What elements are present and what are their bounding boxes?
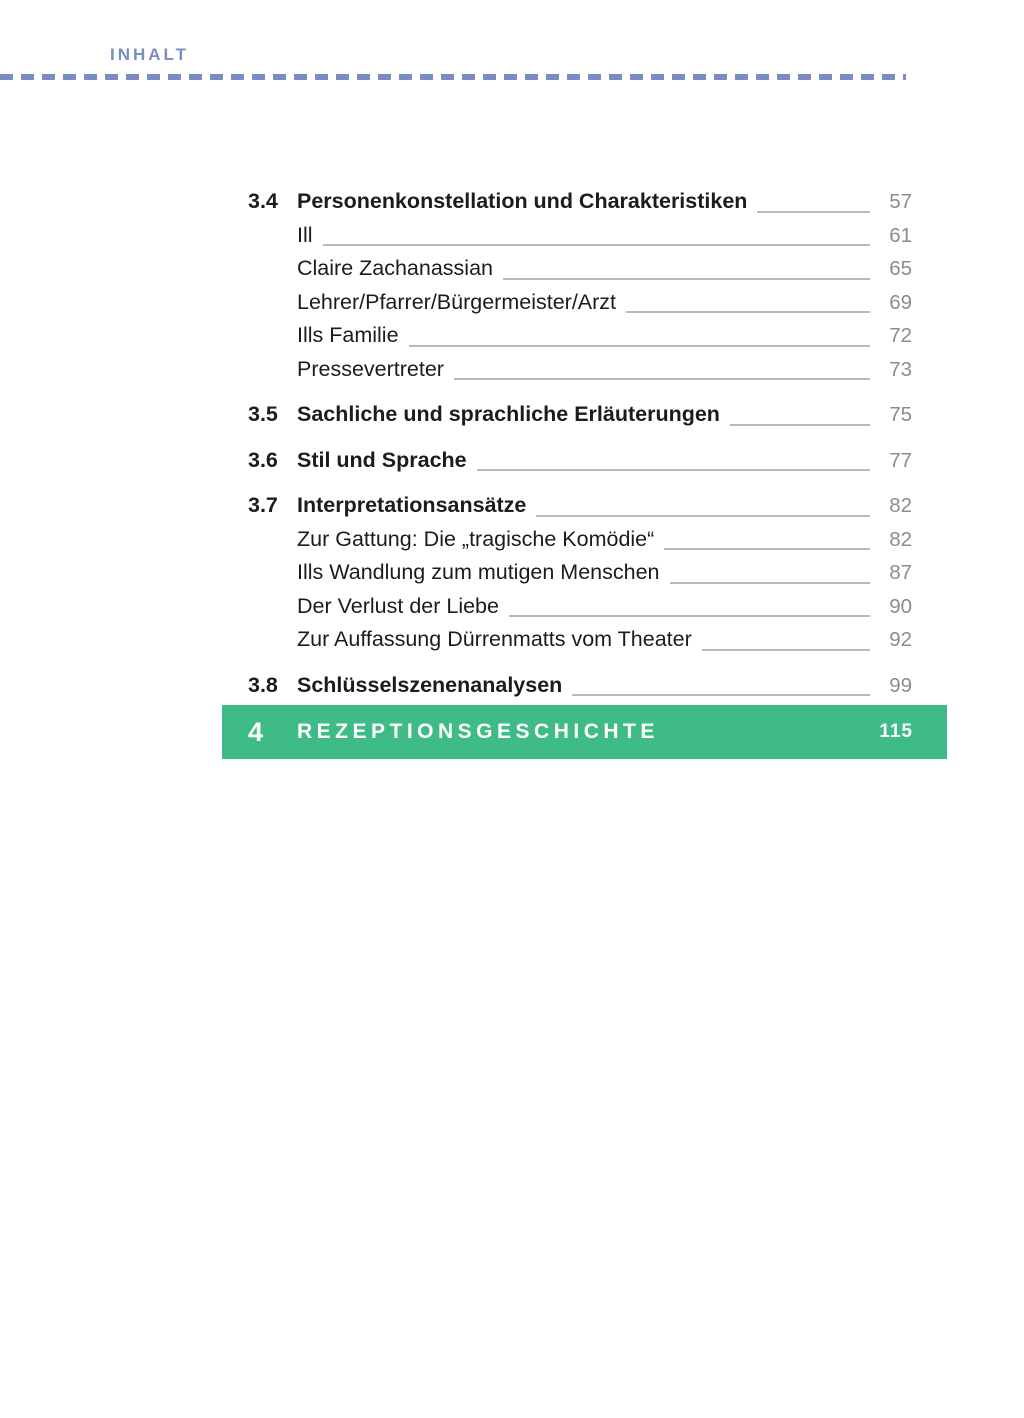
toc-entry[interactable] <box>248 185 912 219</box>
toc-leader-line <box>757 211 870 213</box>
toc-leader-line <box>509 615 870 617</box>
toc-entry[interactable] <box>248 319 912 353</box>
toc-entry-label: Zur Auffassung Dürrenmatts vom Theater <box>297 627 692 651</box>
toc-entry-label: Claire Zachanassian <box>297 256 493 280</box>
toc-entry-label: Lehrer/Pfarrer/Bürgermeister/Arzt <box>297 289 617 314</box>
toc-entry-number <box>248 219 297 253</box>
toc-entry[interactable] <box>248 556 912 590</box>
toc-leader-line <box>409 345 870 347</box>
chapter-page-number: 115 <box>879 721 913 742</box>
toc-entry-page: 73 <box>889 357 912 381</box>
toc-entry-page: 82 <box>889 494 912 517</box>
page-title: INHALT <box>110 45 190 64</box>
toc-entry-number: 3.7 <box>248 493 278 517</box>
toc-entry[interactable] <box>248 590 912 624</box>
toc-entry-page: 99 <box>889 673 912 697</box>
dashed-divider <box>0 74 906 80</box>
chapter-title: REZEPTIONSGESCHICHTE <box>297 720 659 743</box>
toc-entry[interactable] <box>248 353 912 387</box>
toc-entry[interactable] <box>248 523 912 557</box>
chapter-number: 4 <box>248 716 264 747</box>
toc-list <box>248 173 912 702</box>
toc-leader-line <box>454 378 870 380</box>
toc-leader-line <box>503 278 870 280</box>
toc-leader-line <box>664 548 870 550</box>
toc-entry-page: 69 <box>889 290 912 314</box>
toc-leader-line <box>670 582 871 584</box>
toc-entry-number <box>248 252 297 286</box>
toc-leader-line <box>702 649 870 651</box>
toc-entry-page: 77 <box>889 448 912 472</box>
toc-entry-number: 3.8 <box>248 672 278 697</box>
toc-leader-line <box>323 244 870 246</box>
toc-entry-number: 3.5 <box>248 402 278 426</box>
toc-entry-number <box>248 353 297 387</box>
toc-entry[interactable] <box>248 669 912 703</box>
toc-entry-number <box>248 590 297 624</box>
toc-leader-line <box>536 515 870 517</box>
toc-entry-label: Personenkonstellation und Charakteristiken <box>297 189 748 213</box>
toc-entry-label: Ill <box>297 222 313 247</box>
toc-entry-label: Interpretationsansätze <box>297 493 527 517</box>
toc-entry-page: 92 <box>889 628 912 651</box>
toc-entry-page: 72 <box>889 324 912 347</box>
toc-entry-number <box>248 623 297 657</box>
toc-leader-line <box>730 424 870 426</box>
toc-entry-label: Ills Familie <box>297 323 399 347</box>
toc-entry[interactable] <box>248 489 912 523</box>
toc-entry-label: Pressevertreter <box>297 356 444 381</box>
toc-entry-label: Ills Wandlung zum mutigen Menschen <box>297 560 660 584</box>
toc-entry[interactable] <box>248 219 912 253</box>
toc-entry-label: Sachliche und sprachliche Erläuterungen <box>297 402 720 426</box>
toc-entry-label: Schlüsselszenenanalysen <box>297 672 563 697</box>
toc-entry[interactable] <box>248 252 912 286</box>
toc-entry-number <box>248 319 297 353</box>
toc-entry-label: Zur Gattung: Die „tragische Komödie“ <box>297 526 655 551</box>
toc-entry-page: 87 <box>889 561 912 584</box>
toc-entry-page: 90 <box>889 594 912 618</box>
chapter-banner[interactable] <box>222 705 947 759</box>
toc-entry[interactable] <box>248 398 912 432</box>
toc-entry[interactable] <box>248 623 912 657</box>
toc-leader-line <box>477 469 870 471</box>
toc-entry-page: 82 <box>889 527 912 551</box>
toc-entry-number <box>248 286 297 320</box>
toc-entry-page: 65 <box>889 257 912 280</box>
toc-entry-page: 75 <box>889 403 912 426</box>
toc-entry-label: Stil und Sprache <box>297 447 467 472</box>
toc-entry[interactable] <box>248 444 912 478</box>
toc-entry-number: 3.4 <box>248 189 278 213</box>
toc-leader-line <box>572 694 870 696</box>
toc-entry-page: 61 <box>889 223 912 247</box>
toc-entry[interactable] <box>248 286 912 320</box>
toc-entry-number: 3.6 <box>248 447 278 472</box>
toc-entry-label: Der Verlust der Liebe <box>297 593 499 618</box>
toc-entry-number <box>248 523 297 557</box>
toc-entry-page: 57 <box>889 190 912 213</box>
toc-leader-line <box>626 311 870 313</box>
toc-entry-number <box>248 556 297 590</box>
